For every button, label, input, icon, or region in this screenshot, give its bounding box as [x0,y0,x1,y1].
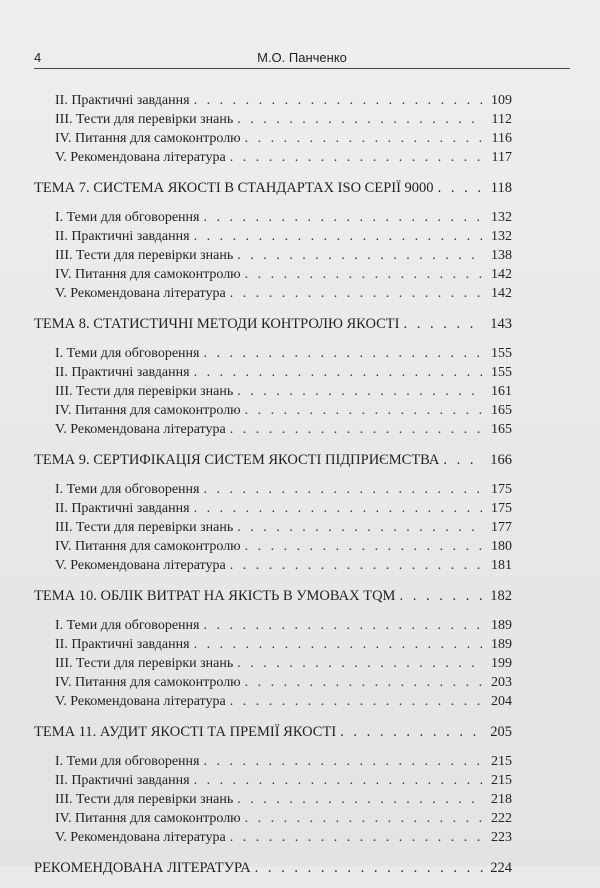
toc-subentry [34,420,512,439]
toc-entry-label: III. Тести для перевірки знань [55,384,234,399]
dot-leader [230,284,484,303]
toc-page-number: 204 [491,694,512,709]
toc-page-number: 189 [491,637,512,652]
dot-leader [245,537,484,556]
toc-page-number: 177 [491,520,512,535]
running-header-author: М.О. Панченко [257,50,347,65]
dot-leader [237,110,484,129]
dot-leader [230,148,484,167]
toc-entry-label: IV. Питання для самоконтролю [55,811,241,826]
dot-leader [237,790,484,809]
toc-page-number: 155 [491,346,512,361]
toc-topic-entry [34,447,512,473]
toc-entry-label: IV. Питання для самоконтролю [55,403,241,418]
toc-entry-label: IV. Питання для самоконтролю [55,131,241,146]
dot-leader [194,771,484,790]
toc-entry-label: II. Практичні завдання [55,773,190,788]
toc-entry-label: IV. Питання для самоконтролю [55,539,241,554]
toc-entry-label: III. Тести для перевірки знань [55,656,234,671]
toc-entry-label: V. Рекомендована література [55,558,226,573]
toc-subentry [34,363,512,382]
dot-leader [340,719,484,745]
toc-entry-label: I. Теми для обговорення [55,754,200,769]
dot-leader [438,175,484,201]
page-number: 4 [34,50,42,65]
table-of-contents [34,91,512,888]
toc-page-number: 215 [491,773,512,788]
toc-subentry [34,556,512,575]
toc-entry-label: III. Тести для перевірки знань [55,112,234,127]
toc-entry-label: II. Практичні завдання [55,365,190,380]
toc-subentry [34,654,512,673]
toc-page-number: 175 [491,482,512,497]
toc-page-number: 215 [491,754,512,769]
toc-subentry [34,518,512,537]
toc-subentry [34,790,512,809]
toc-subentry [34,499,512,518]
toc-subentry [34,382,512,401]
toc-page-number: 165 [491,422,512,437]
toc-entry-label: ТЕМА 8. СТАТИСТИЧНІ МЕТОДИ КОНТРОЛЮ ЯКОСТІ [34,316,400,332]
toc-page-number: 175 [491,501,512,516]
toc-subentry [34,129,512,148]
toc-entry-label: I. Теми для обговорення [55,618,200,633]
toc-subentry [34,344,512,363]
toc-page-number: 161 [491,384,512,399]
dot-leader [237,654,484,673]
toc-page-number: 165 [491,403,512,418]
toc-entry-label: III. Тести для перевірки знань [55,792,234,807]
toc-page-number: 218 [491,792,512,807]
toc-page-number: 180 [491,539,512,554]
toc-entry-label: ТЕМА 9. СЕРТИФІКАЦІЯ СИСТЕМ ЯКОСТІ ПІДПРИЄМСТВА [34,452,440,468]
dot-leader [230,828,484,847]
toc-entry-label: V. Рекомендована література [55,286,226,301]
toc-page-number: 189 [491,618,512,633]
dot-leader [237,246,484,265]
running-header [34,48,570,69]
dot-leader [194,499,484,518]
dot-leader [230,692,484,711]
toc-subentry [34,401,512,420]
toc-entry-label: II. Практичні завдання [55,501,190,516]
toc-page-number: 112 [491,112,512,127]
toc-page-number: 116 [491,131,512,146]
dot-leader [245,809,484,828]
toc-page-number: 224 [490,860,512,876]
toc-subentry [34,673,512,692]
dot-leader [443,447,484,473]
toc-subentry [34,537,512,556]
toc-page-number: 109 [491,93,512,108]
dot-leader [245,129,484,148]
toc-page-number: 222 [491,811,512,826]
toc-subentry [34,208,512,227]
dot-leader [237,382,484,401]
toc-entry-label: V. Рекомендована література [55,150,226,165]
toc-page-number: 181 [491,558,512,573]
toc-page-number: 155 [491,365,512,380]
toc-page-number: 142 [491,286,512,301]
toc-entry-label: II. Практичні завдання [55,229,190,244]
toc-page-number: 203 [491,675,512,690]
toc-subentry [34,692,512,711]
dot-leader [245,673,484,692]
toc-page-number: 205 [490,724,512,740]
toc-entry-label: II. Практичні завдання [55,637,190,652]
toc-topic-entry [34,855,512,881]
toc-subentry [34,110,512,129]
toc-topic-entry [34,719,512,745]
toc-entry-label: ТЕМА 10. ОБЛІК ВИТРАТ НА ЯКІСТЬ В УМОВАХ TQM [34,588,396,604]
toc-topic-entry [34,583,512,609]
toc-page-number: 182 [490,588,512,604]
toc-subentry [34,752,512,771]
toc-entry-label: III. Тести для перевірки знань [55,520,234,535]
toc-entry-label: ТЕМА 11. АУДИТ ЯКОСТІ ТА ПРЕМІЇ ЯКОСТІ [34,724,337,740]
toc-subentry [34,148,512,167]
toc-page-number: 132 [491,210,512,225]
toc-page-number: 142 [491,267,512,282]
toc-subentry [34,91,512,110]
toc-entry-label: РЕКОМЕНДОВАНА ЛІТЕРАТУРА [34,860,251,876]
dot-leader [245,265,484,284]
dot-leader [194,91,484,110]
toc-entry-label: V. Рекомендована література [55,694,226,709]
toc-subentry [34,828,512,847]
toc-page-number: 132 [491,229,512,244]
dot-leader [203,480,484,499]
toc-subentry [34,809,512,828]
toc-entry-label: IV. Питання для самоконтролю [55,267,241,282]
dot-leader [203,616,484,635]
toc-subentry [34,771,512,790]
toc-page-number: 199 [491,656,512,671]
toc-subentry [34,635,512,654]
dot-leader [245,401,484,420]
toc-page-number: 117 [491,150,512,165]
dot-leader [203,344,484,363]
toc-entry-label: I. Теми для обговорення [55,482,200,497]
dot-leader [203,208,484,227]
toc-entry-label: I. Теми для обговорення [55,210,200,225]
toc-page-number: 223 [491,830,512,845]
toc-page-number: 166 [490,452,512,468]
toc-entry-label: I. Теми для обговорення [55,346,200,361]
dot-leader [399,583,484,609]
toc-entry-label: IV. Питання для самоконтролю [55,675,241,690]
toc-topic-entry [34,175,512,201]
toc-subentry [34,616,512,635]
toc-entry-label: V. Рекомендована література [55,830,226,845]
toc-subentry [34,480,512,499]
toc-entry-label: ТЕМА 7. СИСТЕМА ЯКОСТІ В СТАНДАРТАХ ISO СЕРІЇ 9000 [34,180,434,196]
toc-topic-entry [34,311,512,337]
toc-entry-label: V. Рекомендована література [55,422,226,437]
toc-entry-label: II. Практичні завдання [55,93,190,108]
dot-leader [194,635,484,654]
toc-subentry [34,246,512,265]
toc-entry-label: III. Тести для перевірки знань [55,248,234,263]
dot-leader [237,518,484,537]
toc-subentry [34,265,512,284]
dot-leader [255,855,484,881]
dot-leader [230,420,484,439]
toc-page-number: 143 [490,316,512,332]
dot-leader [194,227,484,246]
dot-leader [404,311,485,337]
dot-leader [203,752,484,771]
dot-leader [194,363,484,382]
toc-subentry [34,284,512,303]
toc-page-number: 118 [490,180,512,196]
toc-page-number: 138 [491,248,512,263]
toc-subentry [34,227,512,246]
dot-leader [230,556,484,575]
